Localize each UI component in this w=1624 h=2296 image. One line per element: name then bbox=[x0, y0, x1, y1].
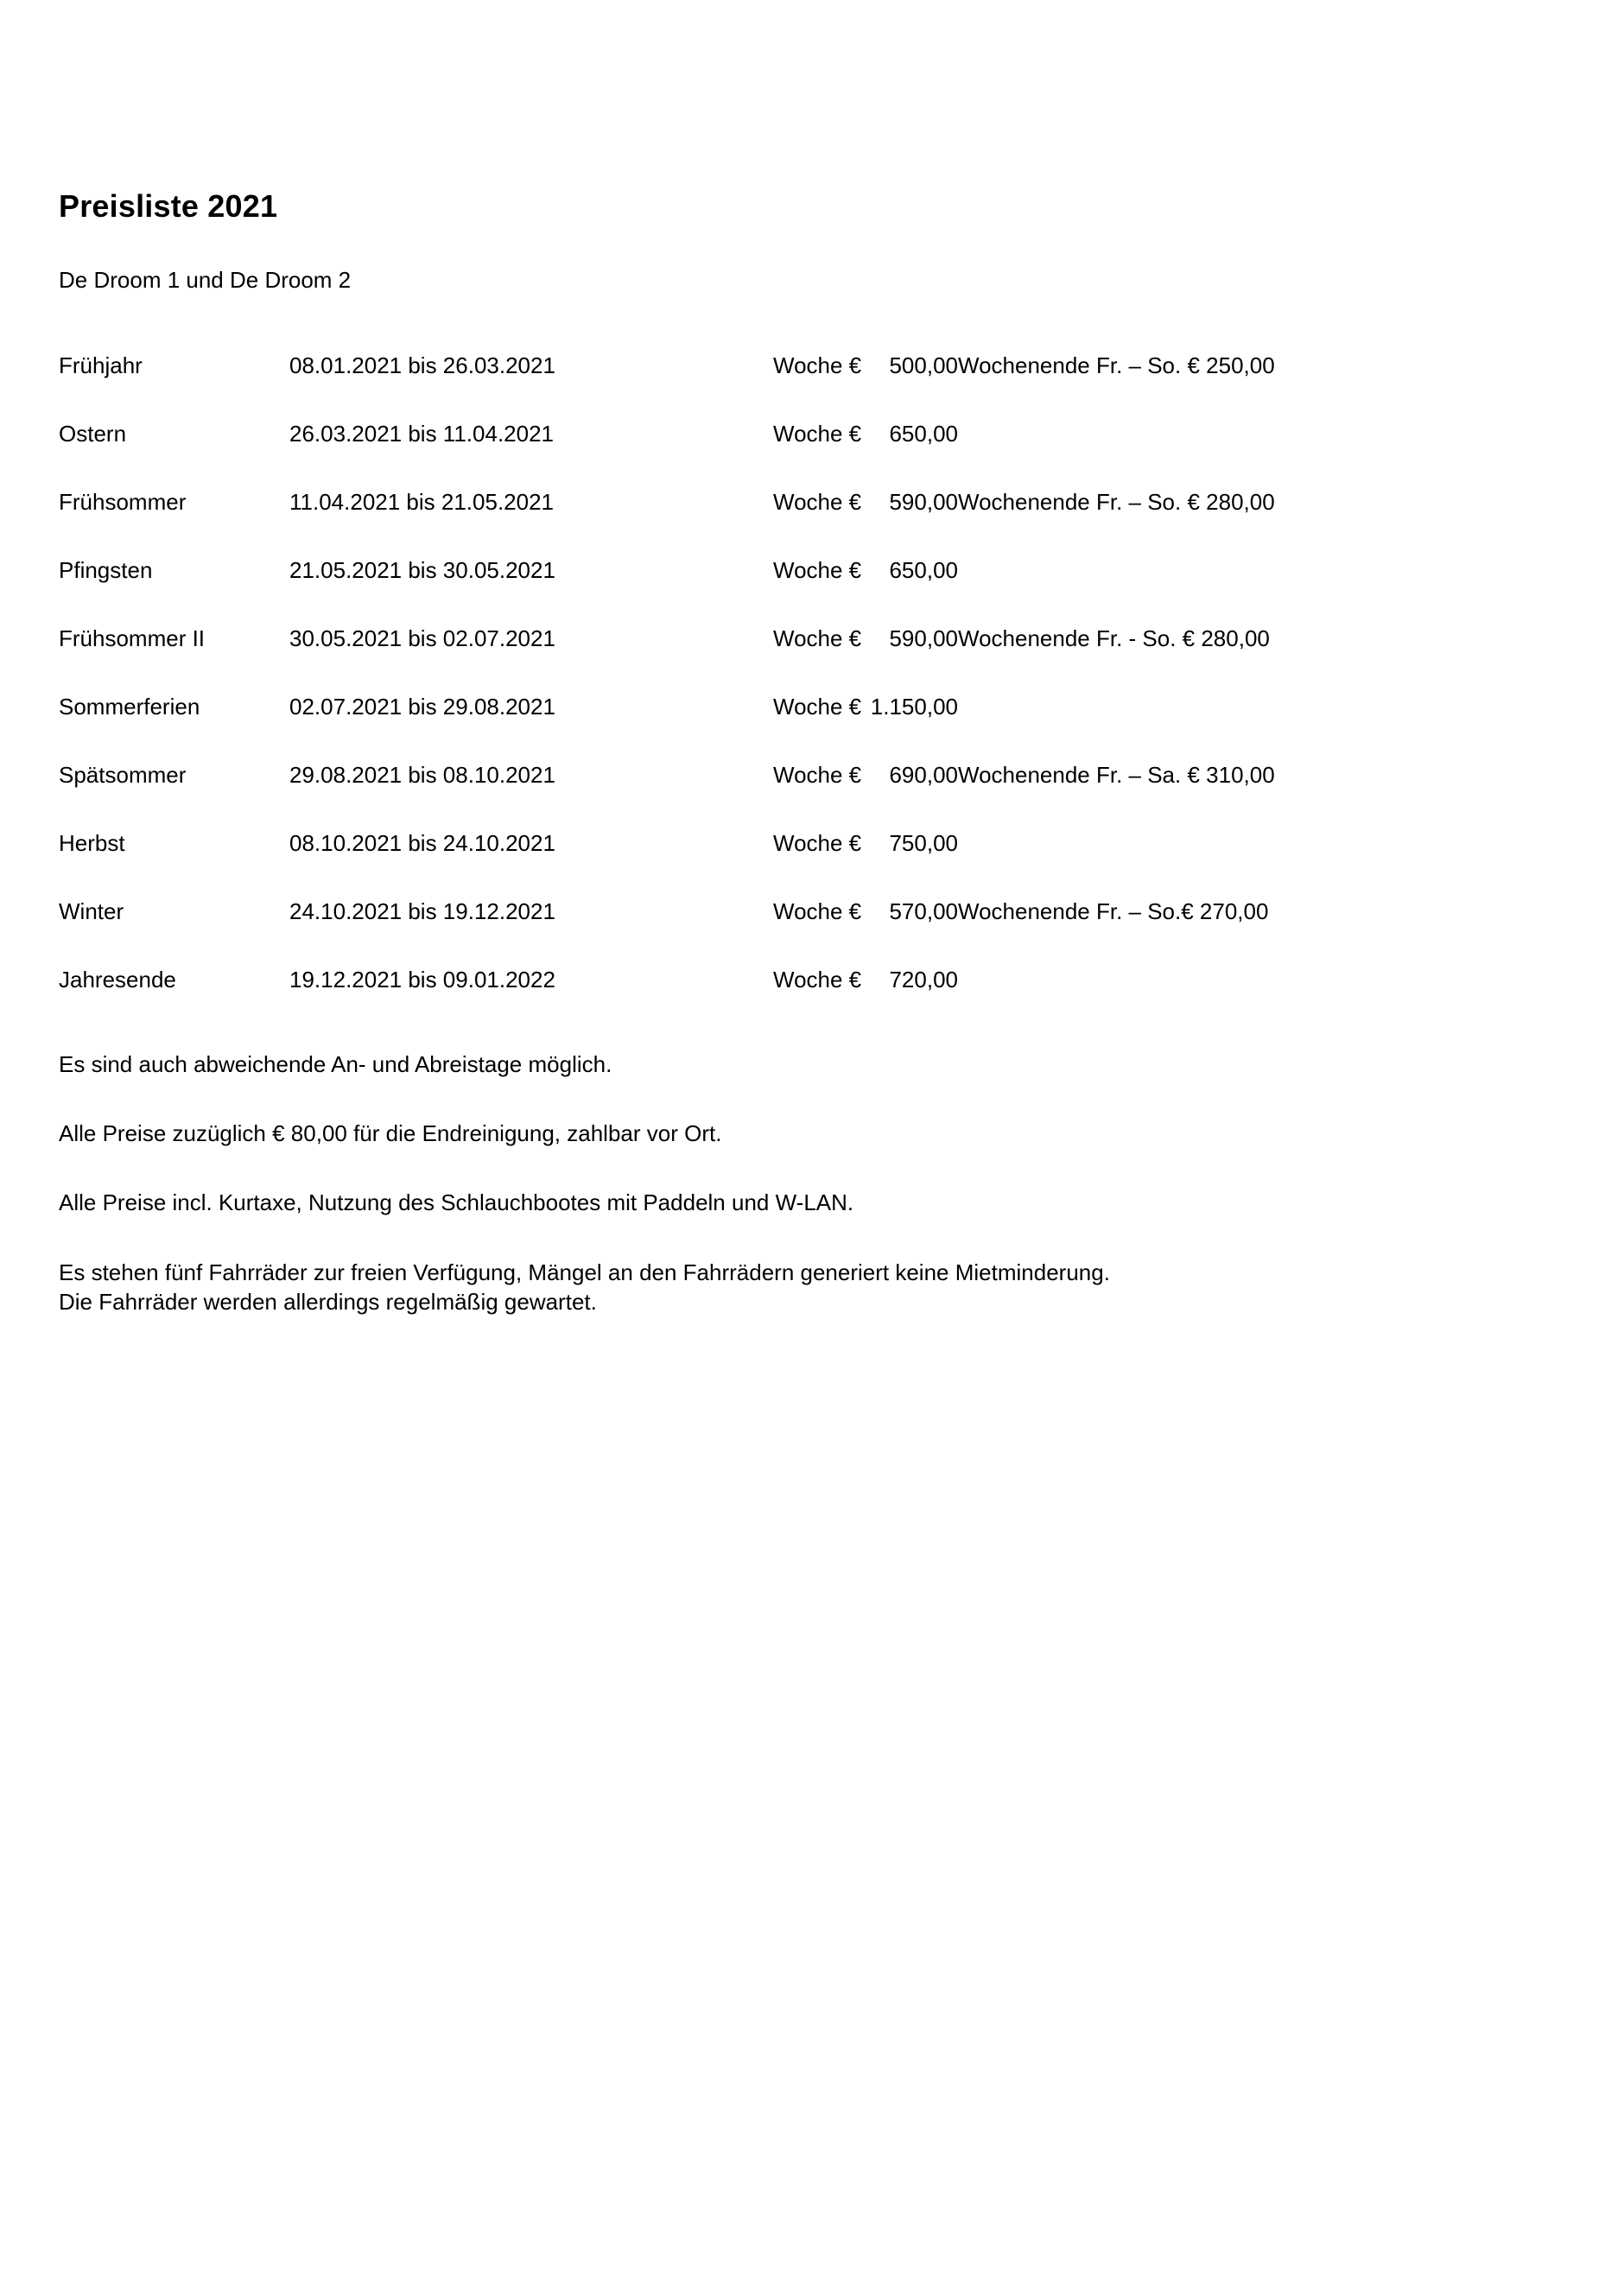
table-row bbox=[59, 469, 1565, 537]
table-row bbox=[59, 947, 1565, 1015]
date-range: 11.04.2021 bis 21.05.2021 bbox=[289, 489, 555, 516]
week-amount: 750,00 bbox=[889, 830, 958, 857]
week-amount: 650,00 bbox=[889, 557, 958, 584]
table-row bbox=[59, 878, 1565, 947]
week-label: Woche € bbox=[773, 625, 862, 652]
week-amount: 1.150,00 bbox=[870, 694, 958, 720]
week-label: Woche € bbox=[773, 898, 862, 925]
date-range: 08.10.2021 bis 24.10.2021 bbox=[289, 830, 555, 857]
week-label: Woche € bbox=[773, 557, 862, 584]
season-label: Frühsommer II bbox=[59, 625, 206, 652]
season-label: Frühjahr bbox=[59, 352, 143, 379]
table-row bbox=[59, 537, 1565, 606]
page-title: Preisliste 2021 bbox=[59, 188, 278, 224]
note-paragraph: Alle Preise incl. Kurtaxe, Nutzung des Schlauchbootes mit Paddeln und W-LAN. bbox=[59, 1189, 854, 1216]
table-row bbox=[59, 333, 1565, 401]
week-amount: 570,00 bbox=[889, 898, 958, 925]
week-label: Woche € bbox=[773, 352, 862, 379]
week-label: Woche € bbox=[773, 762, 862, 789]
weekend-rate-label: Wochenende Fr. – Sa. € 310,00 bbox=[958, 762, 1275, 789]
week-amount: 650,00 bbox=[889, 421, 958, 447]
season-label: Pfingsten bbox=[59, 557, 153, 584]
note-paragraph: Es stehen fünf Fahrräder zur freien Verfügung, Mängel an den Fahrrädern generiert keine Mietminderung. Die Fahrräder werden allerdings regelmäßig gewartet. bbox=[59, 1259, 1110, 1315]
table-row bbox=[59, 606, 1565, 674]
note-paragraph: Alle Preise zuzüglich € 80,00 für die Endreinigung, zahlbar vor Ort. bbox=[59, 1119, 722, 1146]
date-range: 24.10.2021 bis 19.12.2021 bbox=[289, 898, 555, 925]
date-range: 21.05.2021 bis 30.05.2021 bbox=[289, 557, 555, 584]
week-label: Woche € bbox=[773, 830, 862, 857]
week-label: Woche € bbox=[773, 489, 862, 516]
season-label: Spätsommer bbox=[59, 762, 187, 789]
season-label: Frühsommer bbox=[59, 489, 187, 516]
season-label: Herbst bbox=[59, 830, 125, 857]
weekend-rate-label bbox=[958, 674, 1565, 742]
weekend-rate-label: Wochenende Fr. – So.€ 270,00 bbox=[958, 898, 1269, 925]
week-label: Woche € bbox=[773, 421, 862, 447]
notes-section bbox=[59, 1050, 1565, 1317]
table-row bbox=[59, 674, 1565, 742]
season-label: Ostern bbox=[59, 421, 127, 447]
date-range: 29.08.2021 bis 08.10.2021 bbox=[289, 762, 555, 789]
weekend-rate-label: Wochenende Fr. - So. € 280,00 bbox=[958, 625, 1270, 652]
week-amount: 590,00 bbox=[889, 625, 958, 652]
table-row bbox=[59, 742, 1565, 810]
week-amount: 720,00 bbox=[889, 967, 958, 993]
price-table-body bbox=[59, 333, 1565, 1015]
weekend-rate-label bbox=[958, 947, 1565, 1015]
week-amount: 590,00 bbox=[889, 489, 958, 516]
table-row bbox=[59, 810, 1565, 878]
date-range: 30.05.2021 bis 02.07.2021 bbox=[289, 625, 555, 652]
date-range: 26.03.2021 bis 11.04.2021 bbox=[289, 421, 555, 447]
season-label: Jahresende bbox=[59, 967, 176, 993]
season-label: Sommerferien bbox=[59, 694, 200, 720]
week-amount: 690,00 bbox=[889, 762, 958, 789]
note-paragraph: Es sind auch abweichende An- und Abreistage möglich. bbox=[59, 1050, 612, 1077]
season-label: Winter bbox=[59, 898, 124, 925]
week-label: Woche € bbox=[773, 967, 862, 993]
document-subtitle: De Droom 1 und De Droom 2 bbox=[59, 267, 352, 294]
weekend-rate-label bbox=[958, 810, 1565, 878]
week-amount: 500,00 bbox=[889, 352, 958, 379]
weekend-rate-label: Wochenende Fr. – So. € 280,00 bbox=[958, 489, 1275, 516]
price-table bbox=[59, 333, 1565, 1015]
date-range: 08.01.2021 bis 26.03.2021 bbox=[289, 352, 555, 379]
weekend-rate-label bbox=[958, 401, 1565, 469]
table-row bbox=[59, 401, 1565, 469]
weekend-rate-label bbox=[958, 537, 1565, 606]
date-range: 19.12.2021 bis 09.01.2022 bbox=[289, 967, 555, 993]
date-range: 02.07.2021 bis 29.08.2021 bbox=[289, 694, 555, 720]
document-body bbox=[59, 188, 1565, 1316]
weekend-rate-label: Wochenende Fr. – So. € 250,00 bbox=[958, 352, 1275, 379]
week-label: Woche € bbox=[773, 694, 862, 720]
